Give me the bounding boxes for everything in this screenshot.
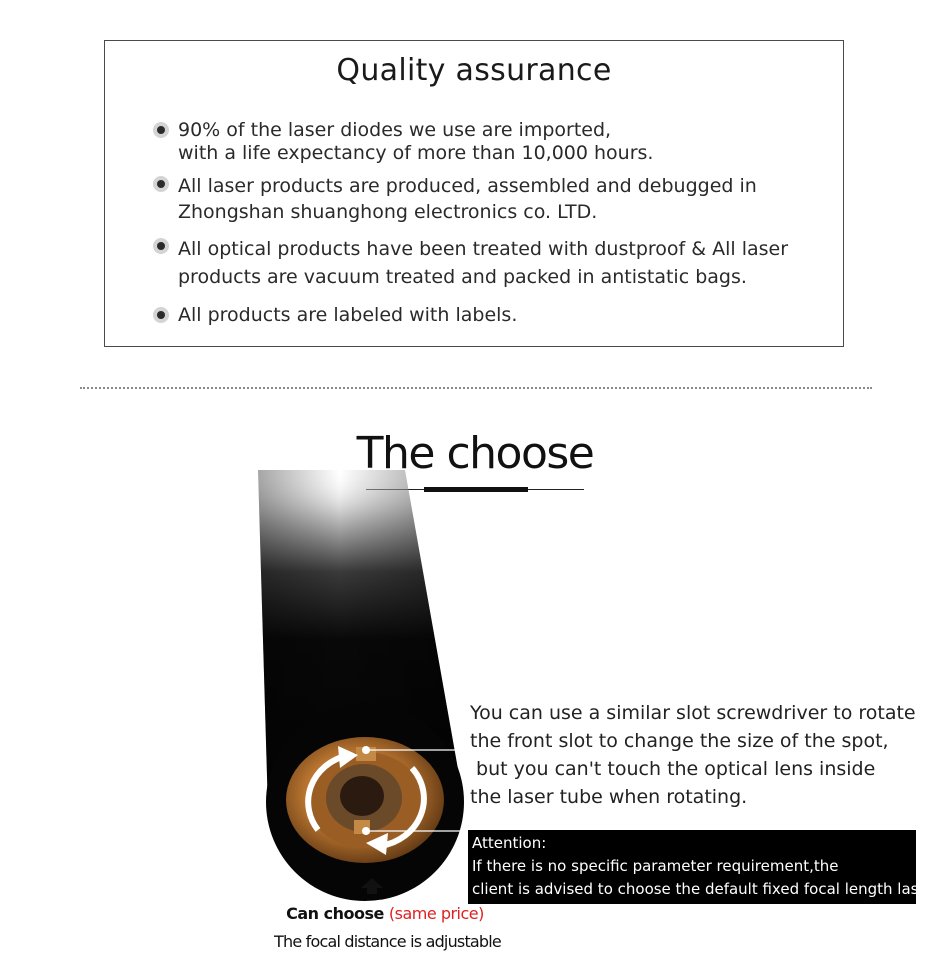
lens-inner [340, 776, 384, 816]
quality-title: Quality assurance [336, 53, 612, 88]
choose-caption [285, 904, 485, 923]
description-line: but you can't touch the optical lens inside [470, 758, 876, 780]
attention-line: client is advised to choose the default fixed focal length laser. [472, 880, 938, 898]
description-line: the front slot to change the size of the spot, [470, 730, 889, 752]
adjustment-description [470, 699, 930, 811]
quality-item-line: 90% of the laser diodes we use are imported, [178, 119, 612, 141]
quality-item-line: Zhongshan shuanghong electronics co. LTD. [178, 201, 598, 223]
quality-item-line: All laser products are produced, assembled and debugged in [178, 175, 757, 197]
quality-item-line: All optical products have been treated with dustproof & All laser [178, 238, 789, 260]
attention-heading: Attention: [472, 834, 547, 852]
quality-item-line: All products are labeled with labels. [178, 304, 518, 326]
choose-title: The choose [356, 428, 594, 479]
quality-item-line: products are vacuum treated and packed in antistatic bags. [178, 266, 747, 288]
attention-box [468, 830, 938, 904]
price-note: (same price) [388, 904, 484, 923]
caption-label: Can choose [286, 904, 389, 923]
description-line: You can use a similar slot screwdriver to rotate [470, 702, 916, 724]
description-line: the laser tube when rotating. [470, 786, 748, 808]
attention-line: If there is no specific parameter requirement,the [472, 857, 839, 875]
quality-item-line: with a life expectancy of more than 10,000 hours. [178, 142, 654, 164]
caption-subtitle: The focal distance is adjustable [274, 932, 501, 951]
